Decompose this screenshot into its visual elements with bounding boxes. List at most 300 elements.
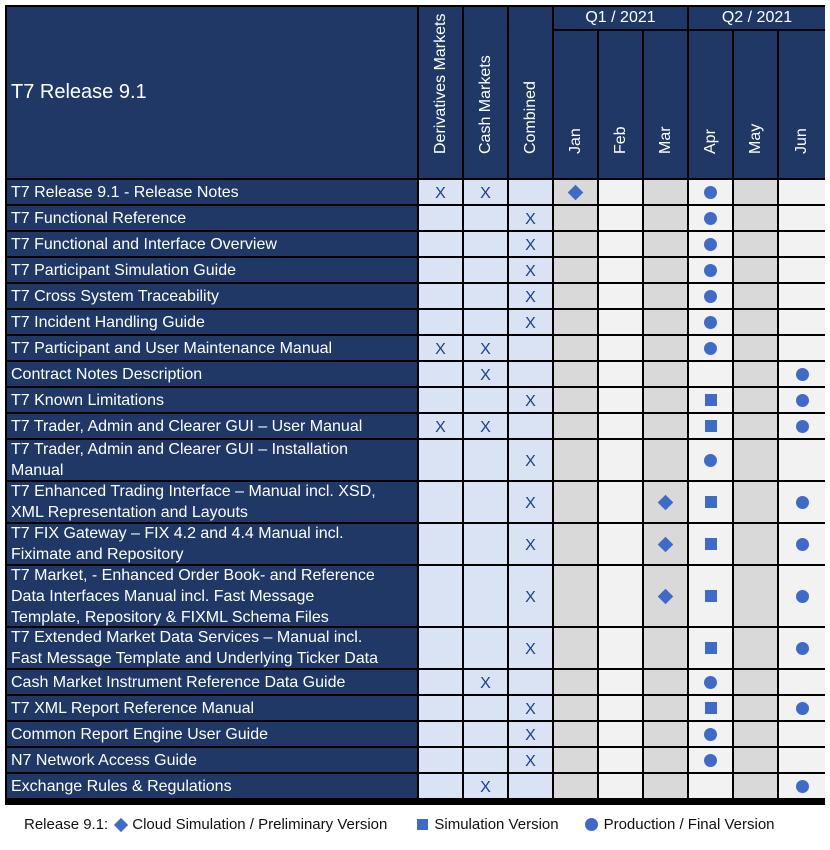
legend-simulation: Simulation Version (434, 816, 559, 833)
month-cell (779, 524, 825, 564)
month-cell (689, 336, 732, 360)
month-cell (599, 388, 642, 412)
row-label-text: T7 Release 9.1 - Release Notes (11, 183, 239, 201)
circle-icon (704, 454, 717, 467)
circle-icon (704, 212, 717, 225)
month-cell (599, 232, 642, 256)
month-cell (779, 258, 825, 282)
month-cell (734, 336, 777, 360)
month-cell (734, 722, 777, 746)
x-mark: X (525, 701, 536, 718)
legend (24, 816, 775, 833)
x-cell (464, 566, 507, 626)
square-icon (705, 496, 717, 508)
group-header-label: Combined (521, 81, 539, 154)
x-cell (509, 524, 552, 564)
row-label-text: T7 Extended Market Data Services – Manual incl. Fast Message Template and Underlying Ticker Data (11, 629, 378, 667)
x-cell (419, 414, 462, 438)
month-cell (779, 180, 825, 204)
month-cell (779, 774, 825, 798)
month-label: Apr (701, 129, 719, 154)
month-header (779, 31, 825, 178)
x-mark: X (435, 419, 446, 436)
month-cell (779, 566, 825, 626)
month-cell (689, 362, 732, 386)
x-mark: X (525, 315, 536, 332)
x-mark: X (525, 753, 536, 770)
row-label (7, 336, 417, 360)
month-cell (644, 482, 687, 522)
month-cell (779, 388, 825, 412)
row-label (7, 258, 417, 282)
row-label-text: Exchange Rules & Regulations (11, 777, 232, 795)
row-label (7, 362, 417, 386)
circle-icon (704, 264, 717, 277)
month-cell (599, 774, 642, 798)
x-cell (464, 628, 507, 668)
month-cell (779, 440, 825, 480)
circle-icon (704, 238, 717, 251)
month-cell (689, 696, 732, 720)
x-cell (419, 310, 462, 334)
diamond-icon (658, 588, 674, 604)
x-mark: X (480, 419, 491, 436)
month-cell (734, 388, 777, 412)
row-label (7, 696, 417, 720)
month-cell (599, 362, 642, 386)
x-mark: X (525, 289, 536, 306)
month-cell (644, 440, 687, 480)
x-cell (419, 566, 462, 626)
x-cell (419, 774, 462, 798)
month-cell (734, 362, 777, 386)
x-mark: X (480, 675, 491, 692)
month-cell (554, 414, 597, 438)
x-cell (509, 232, 552, 256)
row-label (7, 566, 417, 626)
legend-production: Production / Final Version (603, 816, 775, 833)
month-cell (599, 524, 642, 564)
row-label (7, 524, 417, 564)
x-cell (419, 748, 462, 772)
month-cell (599, 670, 642, 694)
month-header (689, 31, 732, 178)
month-label: Mar (656, 126, 674, 154)
month-cell (599, 566, 642, 626)
month-cell (644, 388, 687, 412)
x-cell (509, 482, 552, 522)
x-cell (419, 232, 462, 256)
month-cell (599, 748, 642, 772)
quarter-label: Q1 / 2021 (585, 9, 656, 26)
diamond-icon (658, 536, 674, 552)
x-cell (419, 206, 462, 230)
month-cell (779, 696, 825, 720)
circle-icon (796, 496, 809, 509)
x-mark: X (435, 185, 446, 202)
month-cell (599, 206, 642, 230)
row-label-text: Cash Market Instrument Reference Data Guide (11, 673, 346, 691)
circle-icon (704, 754, 717, 767)
x-cell (464, 180, 507, 204)
month-header (599, 31, 642, 178)
row-label-text: T7 Enhanced Trading Interface – Manual incl. XSD, XML Representation and Layouts (11, 483, 376, 521)
month-label: Jan (566, 128, 584, 154)
square-icon (705, 702, 717, 714)
x-cell (509, 284, 552, 308)
month-cell (599, 258, 642, 282)
month-cell (734, 310, 777, 334)
month-cell (644, 336, 687, 360)
row-label (7, 482, 417, 522)
month-header (644, 31, 687, 178)
month-cell (644, 258, 687, 282)
month-cell (689, 258, 732, 282)
month-cell (554, 206, 597, 230)
x-mark: X (525, 453, 536, 470)
x-cell (509, 414, 552, 438)
month-cell (779, 414, 825, 438)
x-cell (464, 258, 507, 282)
row-label-text: Common Report Engine User Guide (11, 725, 269, 743)
row-label-text: T7 Participant and User Maintenance Manual (11, 339, 333, 357)
month-cell (599, 696, 642, 720)
month-cell (554, 482, 597, 522)
circle-icon (585, 818, 598, 831)
x-cell (419, 258, 462, 282)
x-cell (464, 232, 507, 256)
row-label-text: T7 Functional Reference (11, 209, 187, 227)
row-label (7, 670, 417, 694)
x-cell (419, 696, 462, 720)
row-label (7, 748, 417, 772)
x-mark: X (435, 341, 446, 358)
month-label: Feb (611, 126, 629, 154)
x-cell (464, 670, 507, 694)
row-label-text: Contract Notes Description (11, 365, 203, 383)
month-cell (644, 696, 687, 720)
month-cell (644, 566, 687, 626)
month-label: Jun (793, 128, 810, 154)
month-cell (779, 232, 825, 256)
circle-icon (796, 368, 809, 381)
x-mark: X (480, 779, 491, 796)
x-cell (419, 388, 462, 412)
month-cell (779, 628, 825, 668)
month-cell (734, 482, 777, 522)
month-cell (734, 414, 777, 438)
group-header-label: Cash Markets (476, 55, 494, 154)
month-cell (689, 440, 732, 480)
x-cell (464, 414, 507, 438)
month-cell (554, 566, 597, 626)
circle-icon (704, 316, 717, 329)
x-cell (419, 284, 462, 308)
circle-icon (704, 186, 717, 199)
month-cell (779, 206, 825, 230)
month-cell (689, 388, 732, 412)
row-label-text: T7 FIX Gateway – FIX 4.2 and 4.4 Manual incl. Fiximate and Repository (11, 525, 344, 563)
x-cell (509, 336, 552, 360)
x-cell (464, 388, 507, 412)
month-cell (599, 336, 642, 360)
quarter-label: Q2 / 2021 (721, 9, 793, 26)
x-cell (509, 722, 552, 746)
month-cell (554, 362, 597, 386)
row-label-text: N7 Network Access Guide (11, 751, 197, 769)
x-mark: X (480, 367, 491, 384)
month-cell (689, 524, 732, 564)
month-cell (734, 524, 777, 564)
month-cell (644, 524, 687, 564)
month-cell (779, 310, 825, 334)
x-cell (419, 524, 462, 564)
circle-icon (796, 702, 809, 715)
legend-cloud-simulation: Cloud Simulation / Preliminary Version (132, 816, 388, 833)
x-cell (509, 566, 552, 626)
square-icon (705, 538, 717, 550)
month-cell (554, 670, 597, 694)
row-label (7, 310, 417, 334)
month-cell (734, 232, 777, 256)
month-cell (599, 482, 642, 522)
month-cell (734, 440, 777, 480)
month-cell (644, 310, 687, 334)
month-cell (644, 628, 687, 668)
month-cell (689, 206, 732, 230)
month-cell (689, 414, 732, 438)
x-cell (509, 628, 552, 668)
x-cell (509, 362, 552, 386)
row-label-text: T7 Trader, Admin and Clearer GUI – Installation Manual (11, 441, 349, 479)
x-cell (464, 206, 507, 230)
x-cell (464, 336, 507, 360)
quarter-header (554, 7, 687, 29)
month-cell (554, 628, 597, 668)
row-label (7, 628, 417, 668)
x-cell (509, 748, 552, 772)
month-cell (554, 310, 597, 334)
month-cell (554, 774, 597, 798)
row-label-text: T7 Participant Simulation Guide (11, 261, 236, 279)
x-cell (509, 206, 552, 230)
row-label-text: T7 Cross System Traceability (11, 287, 220, 305)
x-cell (419, 362, 462, 386)
row-label (7, 206, 417, 230)
row-label-text: T7 Functional and Interface Overview (11, 235, 277, 253)
month-cell (689, 670, 732, 694)
month-cell (779, 670, 825, 694)
month-cell (689, 628, 732, 668)
month-cell (689, 774, 732, 798)
month-cell (734, 258, 777, 282)
circle-icon (704, 676, 717, 689)
x-cell (464, 310, 507, 334)
month-cell (689, 748, 732, 772)
month-cell (644, 748, 687, 772)
month-cell (779, 336, 825, 360)
square-icon (705, 642, 717, 654)
circle-icon (796, 590, 809, 603)
table-title (7, 7, 417, 178)
month-cell (734, 206, 777, 230)
row-label-text: T7 Trader, Admin and Clearer GUI – User Manual (11, 417, 363, 435)
square-icon (417, 819, 428, 830)
month-cell (554, 258, 597, 282)
circle-icon (796, 394, 809, 407)
row-label (7, 774, 417, 798)
x-mark: X (525, 727, 536, 744)
month-cell (644, 206, 687, 230)
month-cell (554, 696, 597, 720)
month-cell (644, 670, 687, 694)
month-cell (644, 414, 687, 438)
page-title: T7 Release 9.1 (11, 81, 147, 103)
month-cell (644, 232, 687, 256)
x-mark: X (525, 495, 536, 512)
month-cell (689, 232, 732, 256)
legend-prefix: Release 9.1: (24, 816, 109, 833)
x-cell (509, 310, 552, 334)
x-cell (464, 774, 507, 798)
month-cell (734, 628, 777, 668)
group-header (509, 7, 552, 178)
x-cell (464, 722, 507, 746)
square-icon (705, 420, 717, 432)
month-cell (644, 180, 687, 204)
month-cell (734, 180, 777, 204)
x-cell (464, 440, 507, 480)
x-cell (464, 696, 507, 720)
month-cell (734, 696, 777, 720)
x-mark: X (525, 237, 536, 254)
x-mark: X (525, 263, 536, 280)
row-label (7, 180, 417, 204)
x-cell (464, 284, 507, 308)
x-cell (464, 524, 507, 564)
circle-icon (704, 728, 717, 741)
x-mark: X (525, 537, 536, 554)
month-cell (599, 440, 642, 480)
square-icon (705, 590, 717, 602)
circle-icon (796, 420, 809, 433)
month-cell (689, 722, 732, 746)
month-cell (644, 722, 687, 746)
month-cell (554, 180, 597, 204)
month-cell (779, 722, 825, 746)
month-header (554, 31, 597, 178)
x-cell (419, 440, 462, 480)
circle-icon (704, 342, 717, 355)
x-mark: X (480, 185, 491, 202)
row-label (7, 232, 417, 256)
x-mark: X (525, 211, 536, 228)
x-mark: X (480, 341, 491, 358)
x-cell (509, 440, 552, 480)
month-cell (644, 284, 687, 308)
circle-icon (796, 538, 809, 551)
x-cell (509, 670, 552, 694)
month-cell (554, 284, 597, 308)
month-cell (599, 310, 642, 334)
month-cell (599, 284, 642, 308)
month-cell (689, 482, 732, 522)
month-cell (599, 414, 642, 438)
month-cell (689, 566, 732, 626)
month-cell (779, 748, 825, 772)
x-cell (419, 336, 462, 360)
x-cell (464, 482, 507, 522)
month-cell (779, 284, 825, 308)
row-label (7, 722, 417, 746)
release-table (5, 5, 825, 805)
diamond-icon (568, 184, 584, 200)
x-cell (509, 696, 552, 720)
group-header (464, 7, 507, 178)
row-label-text: T7 Known Limitations (11, 391, 164, 409)
month-header (734, 31, 777, 178)
month-cell (689, 310, 732, 334)
x-mark: X (525, 641, 536, 658)
month-cell (554, 524, 597, 564)
diamond-icon (658, 494, 674, 510)
diamond-icon (114, 817, 128, 831)
month-cell (554, 232, 597, 256)
month-cell (644, 362, 687, 386)
x-cell (464, 362, 507, 386)
month-label: May (746, 123, 764, 154)
group-header (419, 7, 462, 178)
month-cell (599, 180, 642, 204)
month-cell (554, 722, 597, 746)
month-cell (554, 388, 597, 412)
circle-icon (796, 642, 809, 655)
row-label-text: T7 Incident Handling Guide (11, 313, 205, 331)
circle-icon (796, 780, 809, 793)
month-cell (734, 566, 777, 626)
month-cell (734, 670, 777, 694)
group-header-label: Derivatives Markets (431, 13, 449, 154)
x-cell (419, 628, 462, 668)
month-cell (689, 180, 732, 204)
month-cell (554, 336, 597, 360)
x-cell (464, 748, 507, 772)
square-icon (705, 394, 717, 406)
x-mark: X (525, 393, 536, 410)
month-cell (734, 284, 777, 308)
month-cell (554, 440, 597, 480)
x-cell (509, 388, 552, 412)
circle-icon (704, 290, 717, 303)
month-cell (734, 774, 777, 798)
month-cell (599, 722, 642, 746)
x-mark: X (525, 589, 536, 606)
month-cell (779, 362, 825, 386)
row-label (7, 284, 417, 308)
x-cell (419, 482, 462, 522)
x-cell (509, 258, 552, 282)
month-cell (734, 748, 777, 772)
x-cell (509, 774, 552, 798)
row-label-text: T7 XML Report Reference Manual (11, 699, 255, 717)
x-cell (419, 180, 462, 204)
quarter-header (689, 7, 825, 29)
x-cell (419, 722, 462, 746)
month-cell (554, 748, 597, 772)
x-cell (509, 180, 552, 204)
month-cell (644, 774, 687, 798)
x-cell (419, 670, 462, 694)
